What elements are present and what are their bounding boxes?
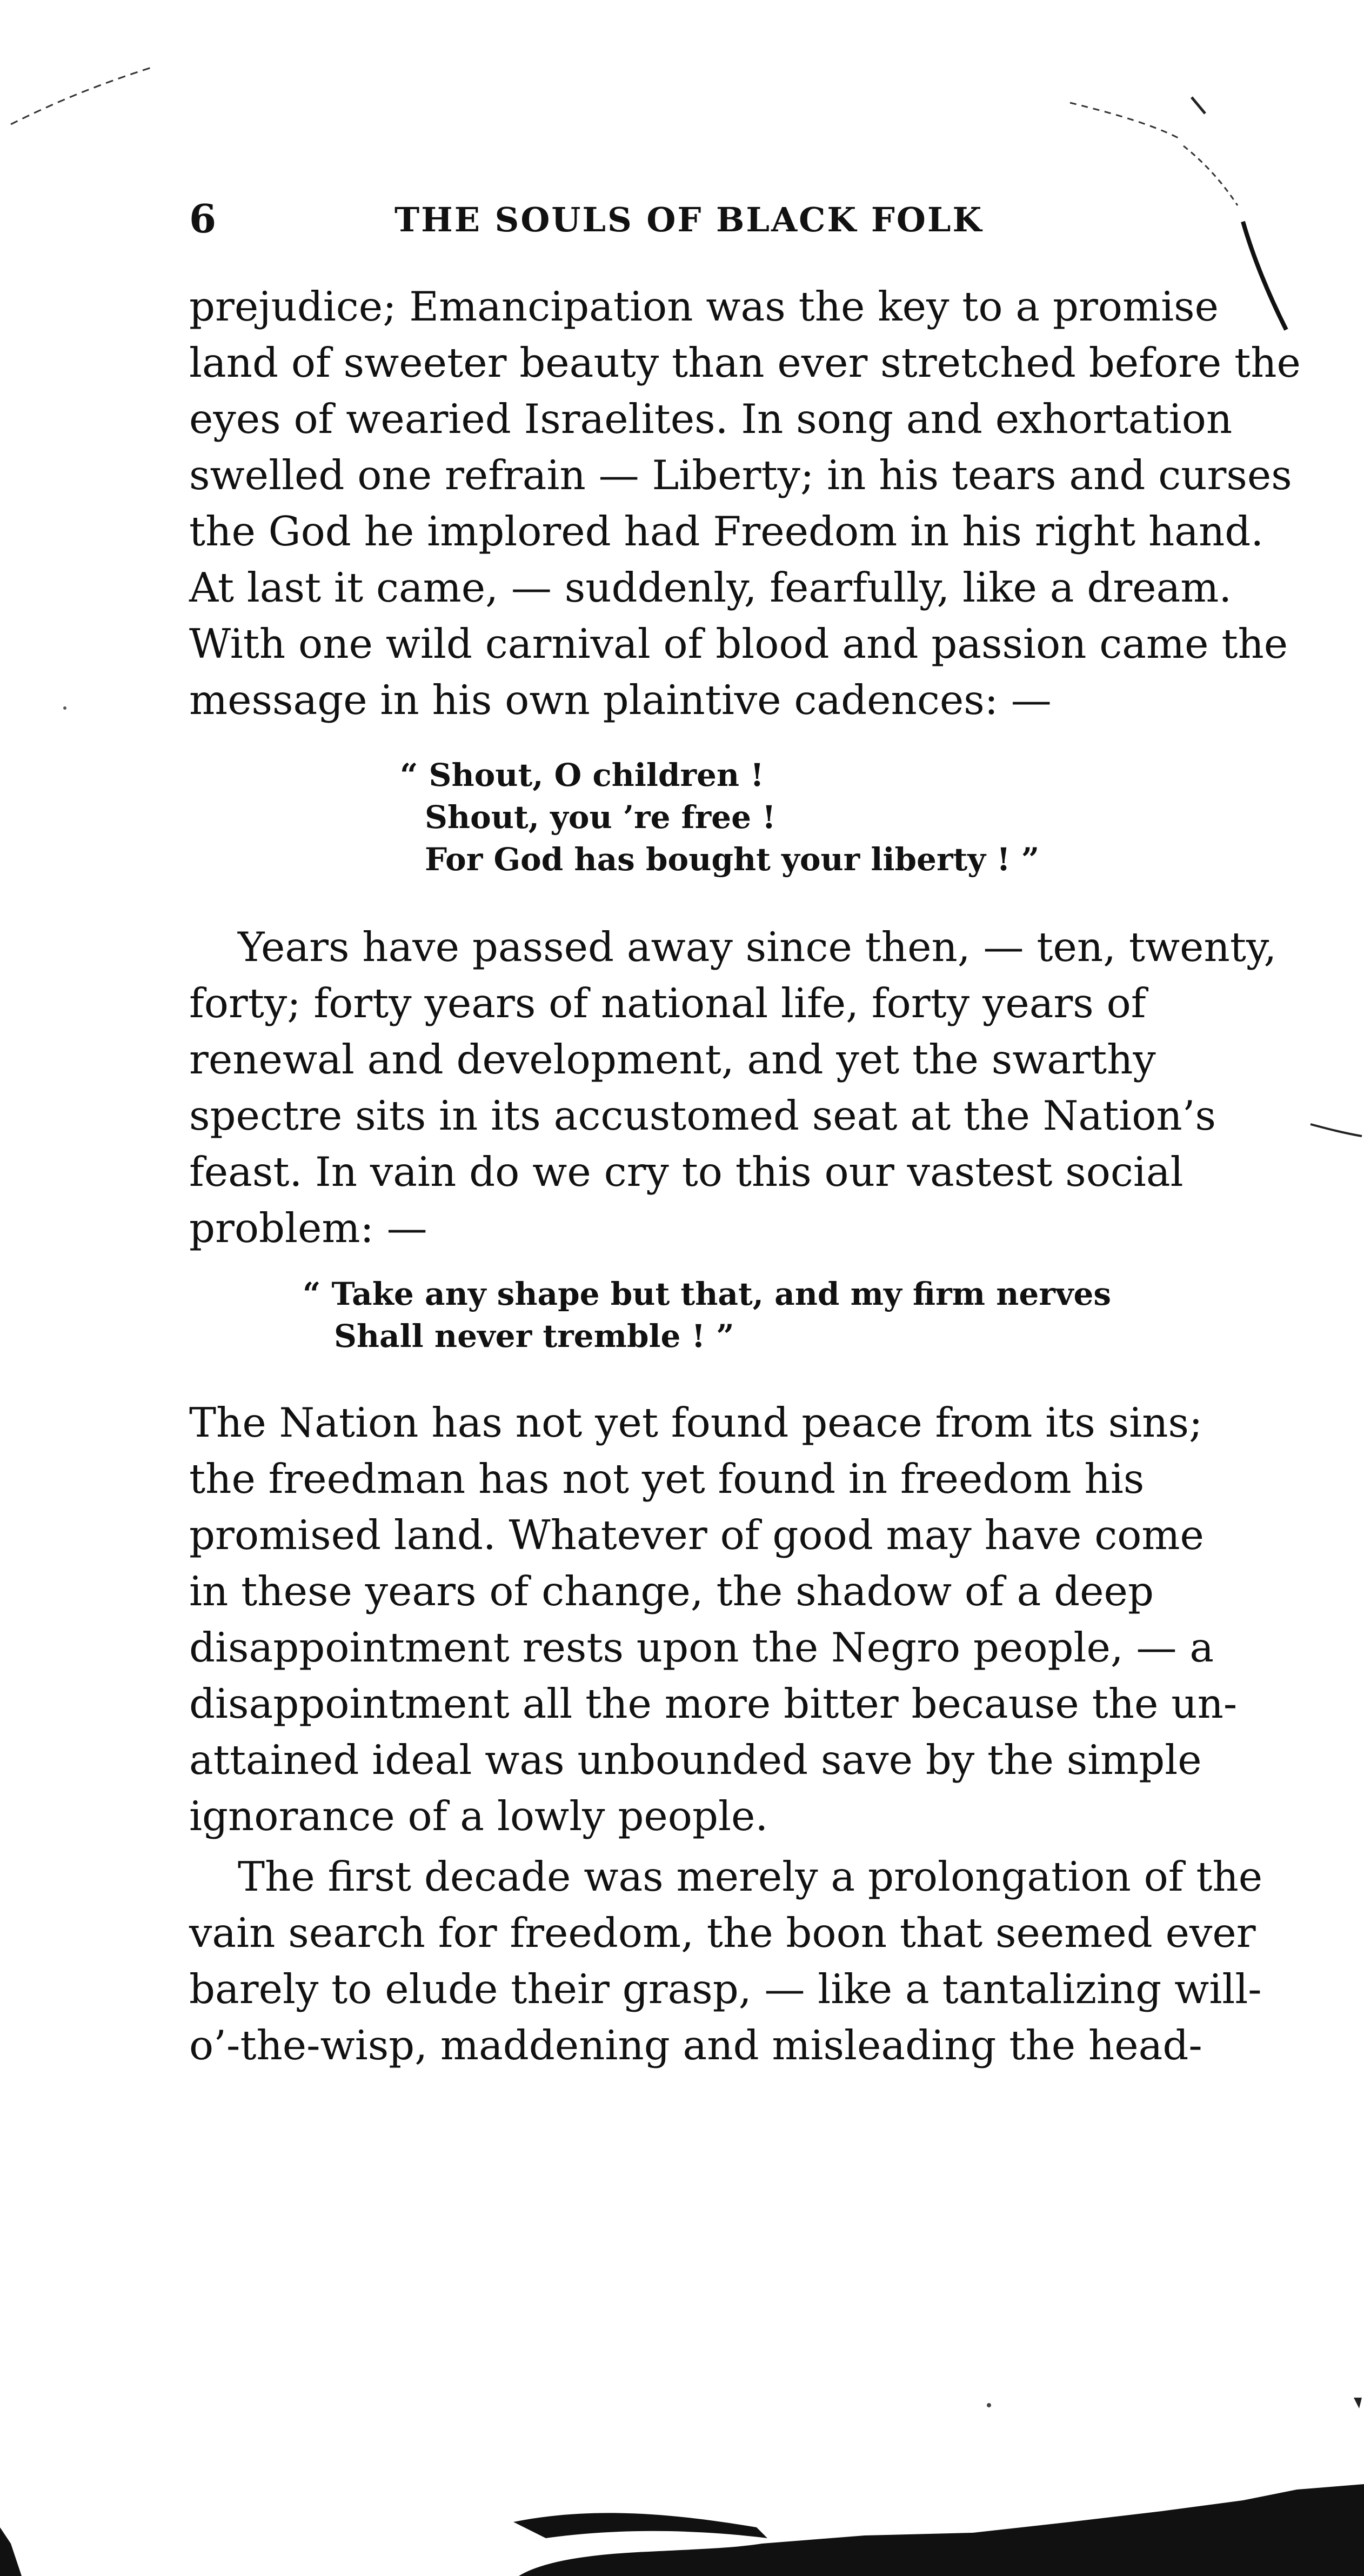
text-line: disappointment rests upon the Negro people, — a <box>189 1624 1214 1671</box>
verse-line: For God has bought your liberty ! ” <box>425 841 1040 878</box>
text-line: ignorance of a lowly people. <box>189 1792 768 1840</box>
text-line: barely to elude their grasp, — like a tantalizing will- <box>189 1965 1262 2013</box>
text-line: renewal and development, and yet the swarthy <box>189 1036 1156 1083</box>
text-line: disappointment all the more bitter because the un- <box>189 1680 1238 1727</box>
text-line: eyes of wearied Israelites. In song and exhortation <box>189 395 1233 443</box>
text-line: attained ideal was unbounded save by the simple <box>189 1736 1202 1784</box>
verse-line: Shout, you ’re free ! <box>425 799 776 836</box>
text-line: swelled one refrain — Liberty; in his tears and curses <box>189 451 1292 499</box>
text-line: promised land. Whatever of good may have come <box>189 1511 1204 1559</box>
paragraph-2 <box>189 919 1319 1256</box>
text-line: feast. In vain do we cry to this our vastest social <box>189 1148 1184 1196</box>
paragraph-3 <box>189 1394 1319 1844</box>
text-line: land of sweeter beauty than ever stretched before the <box>189 339 1301 386</box>
text-line: forty; forty years of national life, forty years of <box>189 979 1146 1027</box>
text-line: in these years of change, the shadow of a deep <box>189 1567 1154 1615</box>
verse-line: Shall never tremble ! ” <box>334 1318 734 1354</box>
page-number: 6 <box>189 196 217 242</box>
running-head: THE SOULS OF BLACK FOLK <box>395 200 984 239</box>
text-line: the freedman has not yet found in freedom his <box>189 1455 1145 1503</box>
paragraph-4 <box>189 1848 1319 2073</box>
text-line: prejudice; Emancipation was the key to a promise <box>189 283 1219 330</box>
text-line: problem: — <box>189 1204 427 1252</box>
text-line: o’-the-wisp, maddening and misleading the head- <box>189 2021 1202 2069</box>
text-line: message in his own plaintive cadences: — <box>189 676 1052 724</box>
verse-quote-1 <box>400 754 1039 880</box>
text-line: spectre sits in its accustomed seat at the Nation’s <box>189 1092 1216 1139</box>
text-line: The first decade was merely a prolongation of the <box>238 1853 1263 1900</box>
text-line: Years have passed away since then, — ten, twenty, <box>238 923 1277 971</box>
verse-line: “ Take any shape but that, and my firm nerves <box>303 1276 1112 1312</box>
page-header <box>189 196 1216 250</box>
text-line: the God he implored had Freedom in his right hand. <box>189 508 1264 555</box>
page-bottom-edge-shadow <box>0 2349 1364 2576</box>
paragraph-1 <box>189 278 1319 728</box>
text-line: With one wild carnival of blood and passion came the <box>189 620 1288 668</box>
scan-speck <box>59 703 70 713</box>
text-line: vain search for freedom, the boon that seemed ever <box>189 1909 1256 1957</box>
text-line: The Nation has not yet found peace from its sins; <box>189 1399 1203 1446</box>
scan-mark-top-left <box>0 54 173 141</box>
verse-quote-2 <box>303 1273 1111 1357</box>
verse-line: “ Shout, O children ! <box>400 757 764 793</box>
text-line: At last it came, — suddenly, fearfully, like a dream. <box>189 564 1232 611</box>
